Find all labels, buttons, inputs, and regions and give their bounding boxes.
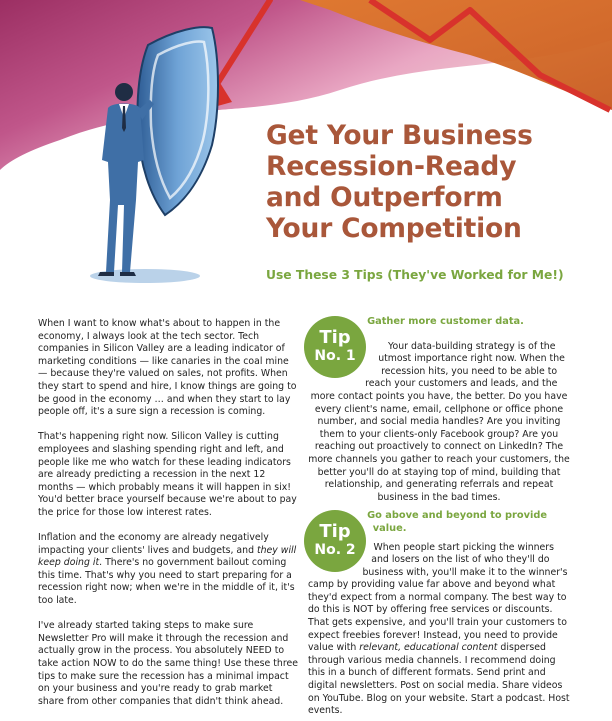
title-line: Get Your Business (266, 120, 533, 151)
tip-body: Your data-building strategy is of the utmost importance right now. When the recession hits, you need to be able to reach your customers and leads, and the more contact points you have, the better. Do you have every client's name, email, cellphone or office phone number, and social media handles? Are you inviting them to your clients-only Facebook group? Are you reaching out proactively to connect on LinkedIn? The more channels you gather to reach your customers, the better you'll do at staying top of mind, building that relationship, and generating referrals and repeat business in the bad times. (308, 340, 570, 503)
body-paragraph (38, 532, 300, 608)
tip-badge (304, 510, 366, 572)
article-subtitle: Use These 3 Tips (They've Worked for Me!) (266, 268, 564, 282)
tip-2 (308, 510, 570, 718)
emphasis-text: they will keep doing it (38, 544, 297, 569)
body-paragraph: I've already started taking steps to make sure Newsletter Pro will make it through the recession and actually grow in the process. You absolutely NEED to take action NOW to do the same thing! Use these three tips to make sure the recession has a minimal impact on your business and you're ready to grab market share from other companies that didn't think ahead. (38, 620, 298, 707)
tip-badge-word: Tip (319, 327, 351, 348)
right-column (308, 298, 570, 718)
title-line: Recession-Ready (266, 151, 517, 182)
body-paragraph: That's happening right now. Silicon Valley is cutting employees and slashing spending right and left, and people like me who watch for these leading indicators are already predicting a recession in the next 12 months — which probably means it will happen in six! You'd better brace yourself because we're about to pay the price for those low interest rates. (38, 431, 297, 518)
text-run: dispersed through various media channels. I recommend doing this in a bunch of different formats. Send print and digital newsletters. Post on social media. Share videos on YouTube. Blog on your website. Start a podcast. Host events. (308, 642, 570, 717)
text-run: When people start picking the winners and losers on the list of who they'll do business with, you'll make it to the winner's camp by providing value far above and beyond what they'd expect from a normal company. The best way to do this is NOT by offering free services or discounts. That gets expensive, and you'll train your customers to expect freebies forever! Instead, you need to provide value with (308, 541, 568, 654)
text-run: . There's no government bailout coming this time. That's why you need to start preparing for a recession right now; when we're in the middle of it, it's too late. (38, 557, 295, 607)
title-line: Your Competition (266, 213, 522, 244)
tip-heading: Gather more customer data. (367, 316, 524, 327)
tip-badge-number: No. 2 (314, 542, 356, 559)
body-paragraph: When I want to know what's about to happen in the economy, I always look at the tech sector. Tech companies in Silicon Valley are a leading indicator of marketing conditions — like canaries in the coal mine — because they're valued on sales, not profits. When they start to spend and hire, I know things are going to be good in the economy … and when they start to lay people off, it's a sure sign a recession is coming. (38, 318, 297, 418)
emphasis-text: relevant, educational content (359, 642, 498, 654)
tip-badge-word: Tip (319, 521, 351, 543)
tip-badge-number: No. 1 (314, 348, 356, 364)
article-title (266, 120, 606, 244)
tip-1 (308, 316, 570, 504)
tip-heading: Go above and beyond to provide value. (367, 510, 548, 534)
left-column (38, 318, 300, 721)
text-run: Inflation and the economy are already negatively impacting your clients' lives and budgets, and (38, 532, 269, 556)
title-line: and Outperform (266, 182, 503, 213)
tip-badge (304, 316, 366, 378)
